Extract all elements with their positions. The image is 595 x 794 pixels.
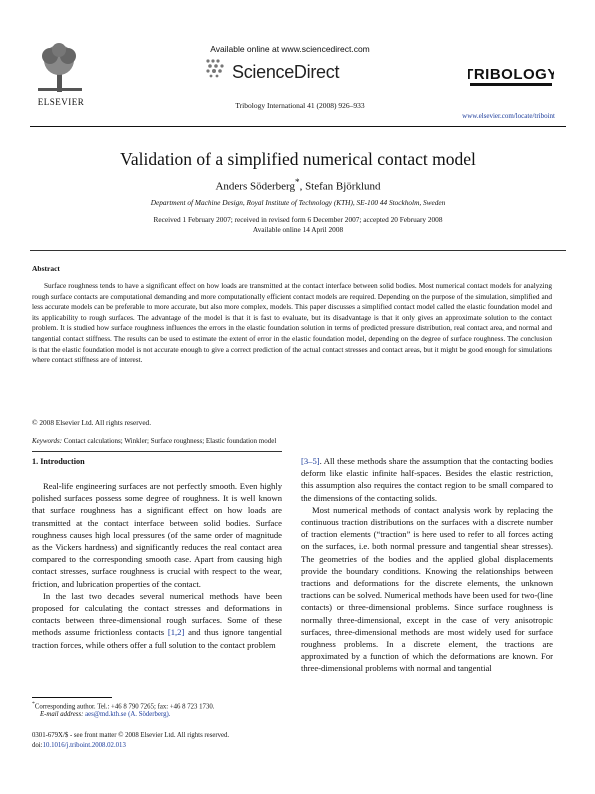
footnote-email (32, 710, 290, 719)
citation-link-3-5[interactable]: [3–5] (301, 456, 320, 466)
available-online-text: Available online at www.sciencedirect.com (210, 44, 370, 54)
author-first: Anders Söderberg (215, 180, 295, 193)
intro-paragraph-3-text: . All these methods share the assumption that the contacting bodies deform like elastic infinite half-spaces. Besides the elastic restriction, this assumption also requires the contact region to be small compared to the dimensions of the contacting solids. (301, 456, 553, 503)
footnote-corresponding-text: Corresponding author. Tel.: +46 8 790 7265; fax: +46 8 723 1730. (34, 703, 215, 711)
sciencedirect-dots-icon (205, 58, 229, 83)
header-divider (30, 126, 566, 127)
publisher-name: ELSEVIER (37, 97, 85, 107)
email-label: E-mail address: (40, 711, 84, 718)
available-online-date: Available online 14 April 2008 (252, 225, 344, 234)
keywords-line (32, 437, 276, 445)
journal-citation: Tribology International 41 (2008) 926–933 (235, 101, 365, 110)
author-second: , Stefan Björklund (299, 180, 381, 193)
intro-paragraph-2 (32, 590, 282, 651)
doi-link[interactable]: 10.1016/j.triboint.2008.02.013 (42, 742, 126, 749)
elsevier-tree-logo-icon (32, 42, 87, 94)
journal-logo (468, 64, 554, 90)
intro-paragraph-2-text-b: and thus ignore tangential traction forces, while others offer a full solution to the contact problem (32, 627, 282, 650)
intro-paragraph-2-text-a: In the last two decades several numerical methods have been proposed for calculating the contact stresses and deformations in contacts between three-dimensional rough surfaces. Some of these methods assume frictionless contacts (32, 590, 282, 638)
abstract-top-divider (30, 250, 566, 251)
issn-line: 0301-679X/$ - see front matter © 2008 Elsevier Ltd. All rights reserved. (32, 732, 230, 739)
journal-logo-text: TRIBOLOGY (468, 66, 554, 83)
doi-line (32, 741, 292, 751)
left-column-text (32, 480, 282, 695)
abstract-bottom-divider (32, 451, 282, 452)
article-title: Validation of a simplified numerical contact model (120, 149, 476, 169)
intro-paragraph-1: Real-life engineering surfaces are not perfectly smooth. Even highly polished surfaces possess some degree of roughness. It is well known that surface roughness has a significant effect on how loads are transmitted at the contact interface between solid bodies. Surface roughness causes high local pressures (of the same order of magnitude as the Vickers hardness) and significantly reduces the real contact area compared to the corresponding smooth case. Apart from causing high contact stresses, surface roughness is crucial with respect to the wear, friction, and lubrication properties of the contact. (32, 481, 282, 589)
intro-paragraph-3 (301, 455, 553, 504)
section-heading-introduction: 1. Introduction (32, 457, 85, 466)
keywords-label: Keywords: (32, 437, 63, 445)
received-line: Received 1 February 2007; received in revised form 6 December 2007; accepted 20 February 2008 (153, 215, 443, 224)
right-column-text (301, 455, 553, 780)
citation-link-1-2[interactable]: [1,2] (167, 627, 185, 638)
footnote-mark: * (32, 701, 35, 707)
email-link[interactable]: aes@md.kth.se (A. Söderberg). (85, 711, 171, 718)
abstract-heading: Abstract (32, 264, 60, 273)
intro-paragraph-4: Most numerical methods of contact analysis work by replacing the continuous traction distributions on the surfaces with a discrete number of traction elements (“traction” is here used to refer to all forces acting on the surfaces, i.e. both normal pressure and tangential shear stresses). The geometries of the bodies and the applied global displacements provide the boundary conditions. Knowing the relationships between tractions and deformations for the discrete elements, the unknown tractions can be solved. Numerical methods have been used for two-(line contacts) or three-dimensional problems. Since surface roughness is normally three-dimensional, except in the case of very anisotropic surfaces, three-dimensional methods are most widely used for surface roughness problems. In a discrete element, the tractions are approximated by a function of which the deformations are known. For three-dimensional problems with normal and tangential (301, 504, 553, 674)
doi-label: doi: (32, 742, 43, 749)
corresponding-author-mark[interactable]: * (294, 177, 300, 187)
sciencedirect-logo-text: ScienceDirect (232, 62, 340, 82)
keywords-list: Contact calculations; Winkler; Surface roughness; Elastic foundation model (63, 437, 277, 445)
abstract-copyright: © 2008 Elsevier Ltd. All rights reserved. (32, 418, 152, 427)
journal-url-link[interactable]: www.elsevier.com/locate/triboint (462, 112, 555, 120)
footnote-divider (32, 697, 112, 698)
author-list (30, 177, 566, 193)
abstract-body: Surface roughness tends to have a significant effect on how loads are transmitted at the contact interface between solid bodies. Most numerical contact models for analyzing rough surface contacts are computational demanding and more computationally efficient contact models are required. Depending on the purpose of the simulation, simplified and less accurate models can be preferable to more accurate, but also more complex, models. This paper discusses a simplified contact model called the elastic foundation model and its applicability to rough surfaces. The advantage of the model is that it is fast to evaluate, but its disadvantage is that it only gives an approximate solution to the contact problem. It is studied how surface roughness influences the errors in the elastic foundation solution in terms of predicted pressure distribution, real contact area, and normal and tangential contact stiffness. The results can be used to estimate the extent of error in the elastic foundation model, depending on the degree of surface roughness. The conclusion is that the elastic foundation model is not accurate enough to give a correct prediction of the actual contact stresses and contact areas, but it might be good enough for simulations where contact stiffness are of interest. (32, 281, 552, 365)
received-dates (30, 215, 566, 235)
affiliation: Department of Machine Design, Royal Institute of Technology (KTH), SE-100 44 Stockholm, Sweden (150, 198, 446, 207)
